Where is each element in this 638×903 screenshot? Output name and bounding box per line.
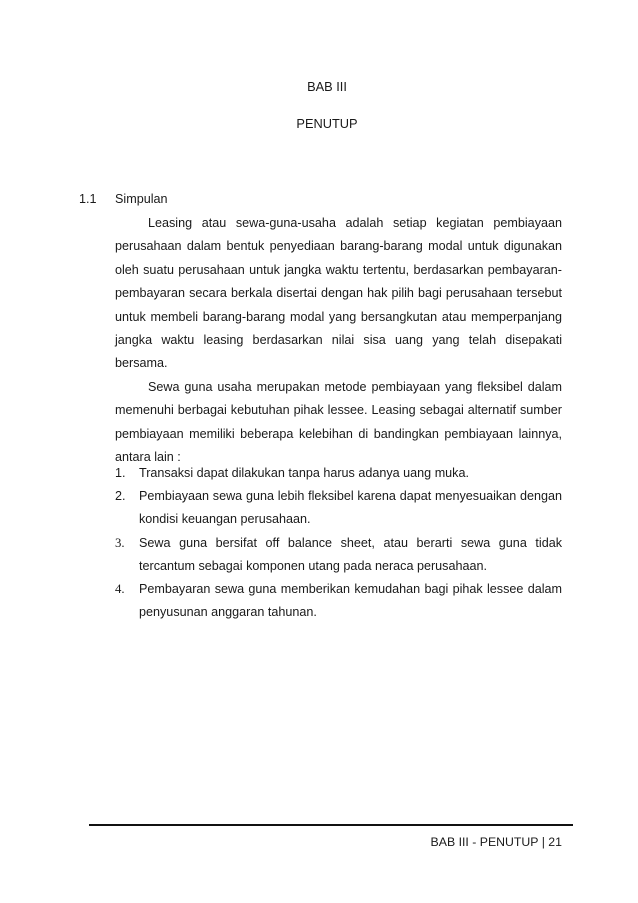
list-item-text: Sewa guna bersifat off balance sheet, atau berarti sewa guna tidak tercantum sebagai komponen utang pada neraca perusahaan.: [139, 535, 562, 573]
list-marker: 3.: [115, 535, 125, 550]
section-number: 1.1: [79, 192, 97, 206]
footer-running-title: BAB III - PENUTUP | 21: [430, 835, 562, 849]
list-item-text: Pembiayaan sewa guna lebih fleksibel karena dapat menyesuaikan dengan kondisi keuangan perusahaan.: [139, 489, 562, 527]
paragraph: Sewa guna usaha merupakan metode pembiayaan yang fleksibel dalam memenuhi berbagai kebutuhan pihak lessee. Leasing sebagai alternatif sumber pembiayaan memiliki beberapa kelebihan di bandingkan pembiayaan lainnya, antara lain :: [115, 379, 562, 465]
list-item-text: Transaksi dapat dilakukan tanpa harus adanya uang muka.: [139, 466, 469, 480]
list-item-text: Pembayaran sewa guna memberikan kemudahan bagi pihak lessee dalam penyusunan anggaran tahunan.: [139, 582, 562, 620]
chapter-number: BAB III: [307, 79, 347, 94]
chapter-title: PENUTUP: [296, 116, 358, 131]
section-title: Simpulan: [115, 192, 168, 206]
list-item: [115, 462, 562, 485]
footer-divider: [89, 824, 573, 826]
paragraph: Leasing atau sewa-guna-usaha adalah setiap kegiatan pembiayaan perusahaan dalam bentuk penyediaan barang-barang modal untuk digunakan oleh suatu perusahaan untuk jangka waktu tertentu, berdasarkan pembayaran-pembayaran secara berkala disertai dengan hak pilih bagi perusahaan tersebut untuk membeli barang-barang modal yang bersangkutan atau memperpanjang jangka waktu leasing berdasarkan nilai sisa uang yang telah disepakati bersama.: [115, 216, 562, 371]
list-item: [115, 532, 562, 578]
advantages-list: [115, 462, 562, 624]
list-marker: 1.: [115, 466, 126, 480]
section-heading: [0, 192, 638, 212]
list-item: [115, 578, 562, 624]
list-marker: 2.: [115, 489, 126, 504]
list-marker: 4.: [115, 582, 125, 597]
list-item: [115, 485, 562, 531]
section-body: [115, 212, 562, 469]
